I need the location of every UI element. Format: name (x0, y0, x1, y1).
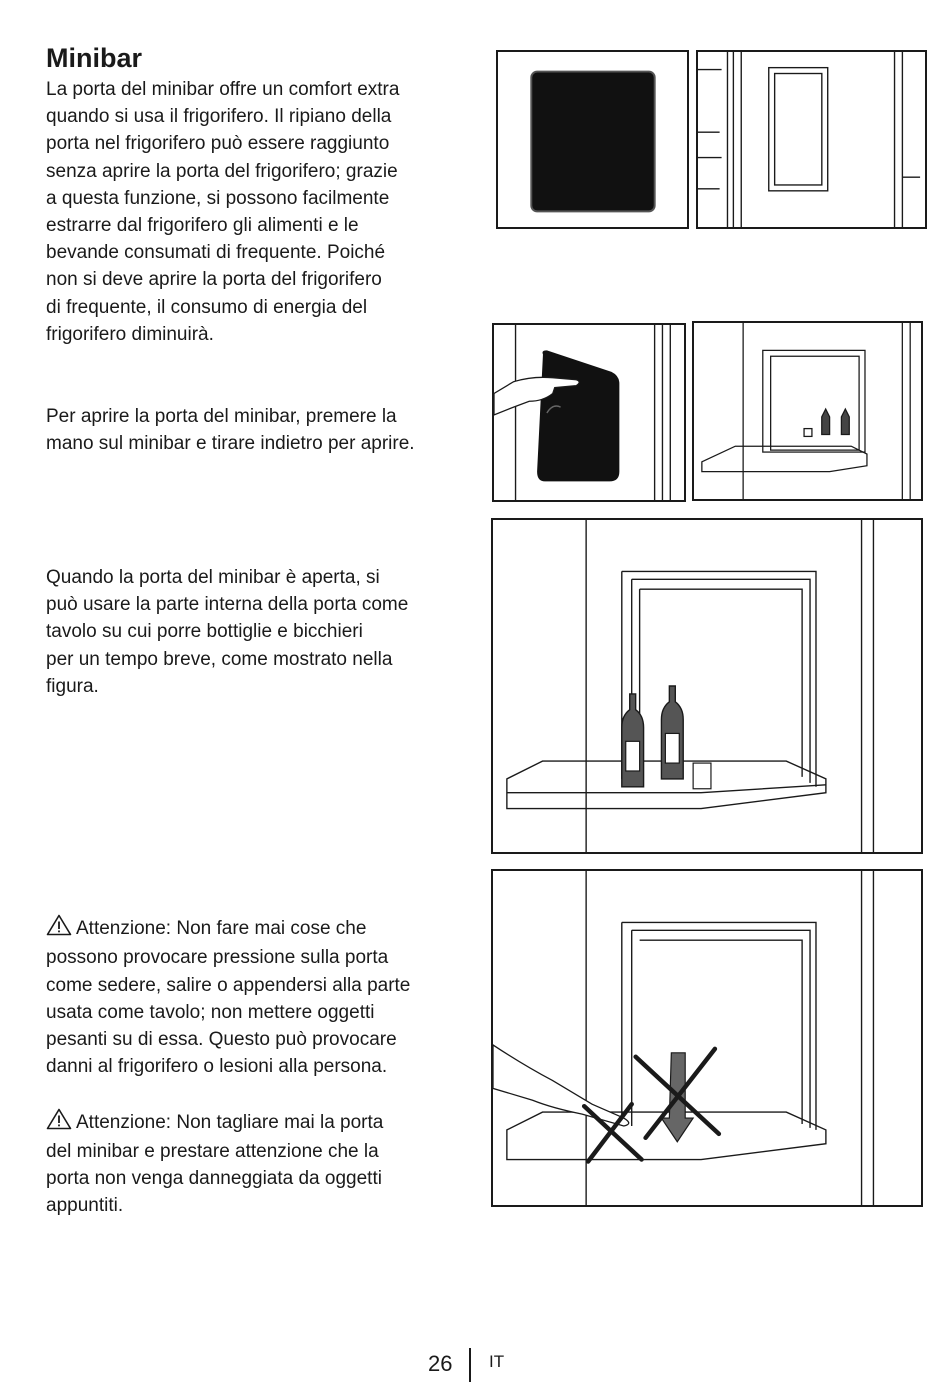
figure-press-to-open (492, 323, 686, 502)
warning-2-text: Attenzione: Non tagliare mai la porta del minibar e prestare attenzione che la porta non venga danneggiata da oggetti appuntiti. (46, 1111, 384, 1217)
page-title: Minibar (46, 43, 143, 73)
page-number: 26 (428, 1351, 453, 1376)
warning-1-text: Attenzione: Non fare mai cose che possono provocare pressione sulla porta come sedere, salire o appendersi alla parte usata come tavolo; non mettere oggetti pesanti su di essa. Questo può provocare danni al frigorifero o lesioni alla persona. (46, 918, 411, 1078)
footer-divider (469, 1348, 471, 1382)
figure-fridge-door-overview (696, 50, 927, 229)
figure-minibar-opened-small (692, 321, 923, 501)
table-usage-paragraph: Quando la porta del minibar è aperta, si può usare la parte interna della porta come tavolo su cui porre bottiglie e bicchieri per un tempo breve, come mostrato nella figura. (46, 567, 409, 697)
figure-minibar-table (491, 518, 923, 854)
intro-paragraph: La porta del minibar offre un comfort extra quando si usa il frigorifero. Il ripiano della porta nel frigorifero può essere raggiunto senza aprire la porta del frigorifero; grazie a questa funzione, si possono facilmente estrarre dal frigorifero gli alimenti e le bevande consumati di frequente. Poiché non si deve aprire la porta del frigorifero di frequente, il consumo di energia del frigorifero diminuirà. (46, 79, 400, 345)
figure-warning-misuse (491, 869, 923, 1207)
language-code: IT (489, 1352, 505, 1371)
warnings-block (46, 887, 466, 1247)
opening-instructions: Per aprire la porta del minibar, premere la mano sul minibar e tirare indietro per aprire. (46, 406, 415, 455)
warning-1 (46, 914, 466, 1080)
warning-2 (46, 1108, 466, 1220)
warning-triangle-icon (46, 914, 72, 944)
figure-minibar-closed (496, 50, 689, 229)
warning-triangle-icon (46, 1108, 72, 1138)
